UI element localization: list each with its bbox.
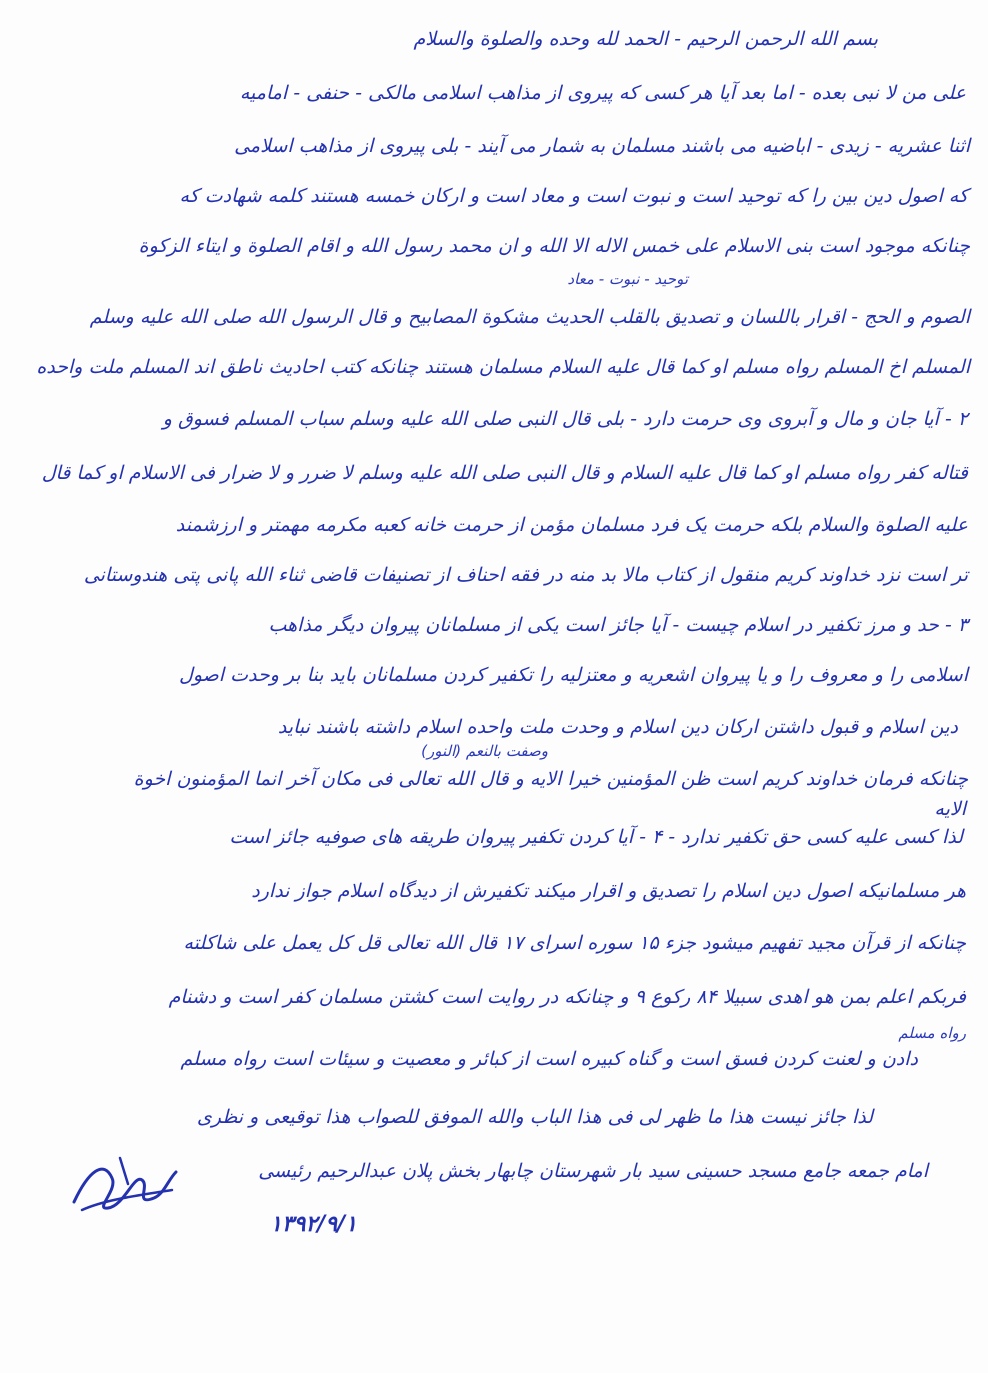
annotation-margin-right: رواه مسلم [898,1024,966,1042]
text-line-2: علی من لا نبی بعده - اما بعد آیا هر کسی که پیروی از مذاهب اسلامی مالکی - حنفی - امامیه [239,82,966,104]
text-line-21: لذا جائز نیست هذا ما ظهر لی فی هذا الباب والله الموفق للصواب هذا توقیعی و نظری [196,1106,873,1128]
text-line-12: ۳ - حد و مرز تکفیر در اسلام چیست - آیا جائز است یکی از مسلمانان پیروان دیگر مذاهب [268,614,968,636]
text-line-13: اسلامی را و معروف را و یا پیروان اشعریه و معتزلیه را تکفیر کردن مسلمانان باید بنا بر وحدت اصول [179,664,968,686]
text-line-11: تر است نزد خداوند کریم منقول از کتاب مالا بد منه در فقه احناف از تصنیفات قاضی ثناء الله پانی پتی هندوستانی [83,564,968,586]
annotation-above-line-15: وصفت بالنعم (النور) [421,742,548,760]
text-line-10: علیه الصلوة والسلام بلکه حرمت یک فرد مسلمان مؤمن از حرمت خانه کعبه مکرمه مهمتر و ارزشمند [175,514,968,536]
text-line-8: ۲ - آیا جان و مال و آبروی وی حرمت دارد - بلی قال النبی صلی الله علیه وسلم سباب المسلم فسوق و [162,408,968,430]
text-line-17: هر مسلمانیکه اصول دین اسلام را تصدیق و اقرار میکند تکفیرش از دیدگاه اسلام جواز ندارد [251,880,966,902]
text-line-5: چنانکه موجود است بنی الاسلام علی خمس الاله الا الله و ان محمد رسول الله و اقام الصلوة و ایتاء الزکوة [138,235,970,257]
text-line-6: الصوم و الحج - اقرار باللسان و تصدیق بالقلب الحدیث مشکوة المصابیح و قال الرسول الله صلی الله علیه وسلم [89,306,970,328]
text-line-1: بسم الله الرحمن الرحیم - الحمد لله وحده والصلوة والسلام [413,28,878,50]
text-line-20: دادن و لعنت کردن فسق است و گناه کبیره است از کبائر و معصیت و سیئات است رواه مسلم [180,1048,918,1070]
text-line-3: اثنا عشریه - زیدی - اباضیه می باشند مسلمان به شمار می آیند - بلی پیروی از مذاهب اسلامی [234,135,970,157]
handwritten-signature [64,1150,184,1222]
text-line-4: که اصول دین بین را که توحید است و نبوت است و معاد است و ارکان خمسه هستند کلمه شهادت که [179,185,968,207]
text-line-16: لذا کسی علیه کسی حق تکفیر ندارد - ۴ - آیا کردن تکفیر پیروان طریقه های صوفیه جائز است [229,826,963,848]
text-line-9: قتاله کفر رواه مسلم او کما قال علیه السلام و قال النبی صلی الله علیه وسلم لا ضرر و لا ضرار فی الاسلام او کما قال [41,462,968,484]
text-line-7: المسلم اخ المسلم رواه مسلم او کما قال علیه السلام مسلمان هستند چنانکه کتب احادیث ناطق اند المسلم ملت واحده [36,356,970,378]
text-line-5-annotation: توحید - نبوت - معاد [567,270,688,288]
text-line-18: چنانکه از قرآن مجید تفهیم میشود جزء ۱۵ سوره اسرای ۱۷ قال الله تعالی قل کل یعمل علی شاکلته [183,932,966,954]
signature-author-line: امام جمعه جامع مسجد حسینی سید بار شهرستان چابهار بخش پلان عبدالرحیم رئیسی [258,1160,928,1182]
text-line-15: چنانکه فرمان خداوند کریم است ظن المؤمنین خیرا الایه و قال الله تعالی فی مکان آخر انما المؤمنون اخوة [133,768,968,790]
date-text: ۱۳۹۲/۹/۱ [270,1212,357,1237]
text-line-15-continuation: الایه [934,798,966,820]
text-line-14: دین اسلام و قبول داشتن ارکان دین اسلام و وحدت ملت واحده اسلام داشته باشند نباید [277,716,958,738]
text-line-19: فربکم اعلم بمن هو اهدی سبیلا ۸۴ رکوع ۹ و چنانکه در روایت است کشتن مسلمان کفر است و دشنام [168,986,966,1008]
